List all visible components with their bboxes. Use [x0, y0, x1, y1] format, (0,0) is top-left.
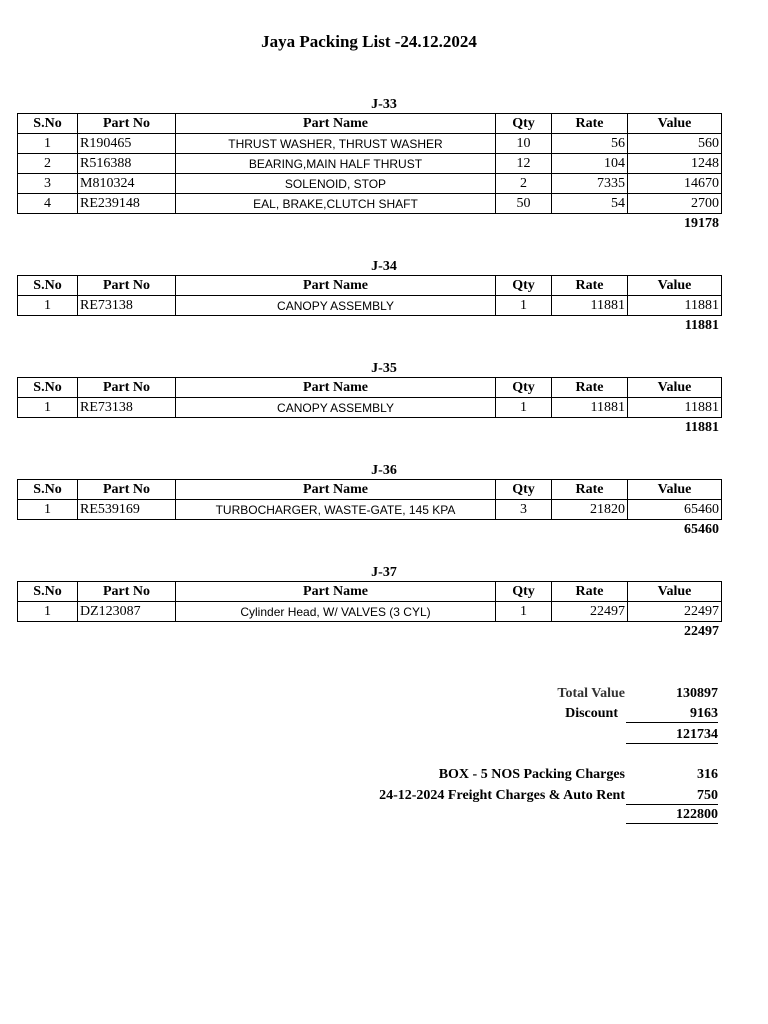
column-header-part-no: Part No — [78, 480, 176, 500]
table-row — [18, 194, 722, 214]
table-row — [18, 398, 722, 418]
column-header-sno: S.No — [18, 378, 78, 398]
table-row — [18, 296, 722, 316]
column-header-rate: Rate — [552, 276, 628, 296]
column-header-part-no: Part No — [78, 378, 176, 398]
column-header-part-no: Part No — [78, 114, 176, 134]
cell-rate: 11881 — [552, 296, 628, 316]
cell-sno: 2 — [18, 154, 78, 174]
cell-qty: 10 — [496, 134, 552, 154]
cell-sno: 1 — [18, 134, 78, 154]
cell-sno: 1 — [18, 296, 78, 316]
column-header-part-no: Part No — [78, 276, 176, 296]
column-header-qty: Qty — [496, 582, 552, 602]
parts-table — [17, 275, 722, 316]
column-header-rate: Rate — [552, 114, 628, 134]
cell-rate: 56 — [552, 134, 628, 154]
cell-qty: 1 — [496, 398, 552, 418]
cell-sno: 1 — [18, 398, 78, 418]
parts-table — [17, 581, 722, 622]
cell-qty: 50 — [496, 194, 552, 214]
cell-value: 2700 — [628, 194, 722, 214]
section-j-34 — [17, 258, 721, 336]
section-j-36 — [17, 462, 721, 540]
cell-rate: 22497 — [552, 602, 628, 622]
cell-part-name: TURBOCHARGER, WASTE-GATE, 145 KPA — [176, 500, 496, 520]
cell-rate: 7335 — [552, 174, 628, 194]
cell-value: 14670 — [628, 174, 722, 194]
grand-total-value: 122800 — [626, 807, 718, 824]
after-discount-value: 121734 — [626, 727, 718, 744]
column-header-part-name: Part Name — [176, 114, 496, 134]
column-header-qty: Qty — [496, 114, 552, 134]
cell-rate: 11881 — [552, 398, 628, 418]
column-header-value: Value — [628, 276, 722, 296]
section-total: 22497 — [684, 624, 719, 639]
cell-value: 22497 — [628, 602, 722, 622]
total-value: 130897 — [676, 686, 718, 701]
column-header-rate: Rate — [552, 378, 628, 398]
table-header-row — [18, 114, 722, 134]
column-header-rate: Rate — [552, 582, 628, 602]
cell-sno: 1 — [18, 602, 78, 622]
cell-qty: 2 — [496, 174, 552, 194]
section-total: 65460 — [684, 522, 719, 537]
cell-part-no: DZ123087 — [78, 602, 176, 622]
discount-value: 9163 — [626, 706, 718, 723]
column-header-part-name: Part Name — [176, 480, 496, 500]
table-header-row — [18, 582, 722, 602]
column-header-part-name: Part Name — [176, 276, 496, 296]
parts-table — [17, 113, 722, 214]
cell-sno: 4 — [18, 194, 78, 214]
cell-part-no: M810324 — [78, 174, 176, 194]
table-header-row — [18, 480, 722, 500]
column-header-sno: S.No — [18, 276, 78, 296]
section-title: J-35 — [371, 361, 397, 376]
column-header-part-name: Part Name — [176, 582, 496, 602]
freight-charges-value: 750 — [626, 788, 718, 805]
section-title: J-36 — [371, 463, 397, 478]
column-header-rate: Rate — [552, 480, 628, 500]
column-header-part-no: Part No — [78, 582, 176, 602]
table-header-row — [18, 276, 722, 296]
column-header-sno: S.No — [18, 582, 78, 602]
section-total: 11881 — [684, 318, 719, 333]
cell-part-name: BEARING,MAIN HALF THRUST — [176, 154, 496, 174]
table-header-row — [18, 378, 722, 398]
column-header-sno: S.No — [18, 480, 78, 500]
cell-qty: 12 — [496, 154, 552, 174]
cell-qty: 1 — [496, 296, 552, 316]
section-title: J-37 — [371, 565, 397, 580]
cell-part-no: RE239148 — [78, 194, 176, 214]
cell-part-no: R190465 — [78, 134, 176, 154]
section-total: 11881 — [684, 420, 719, 435]
column-header-qty: Qty — [496, 480, 552, 500]
column-header-qty: Qty — [496, 276, 552, 296]
cell-qty: 3 — [496, 500, 552, 520]
cell-value: 11881 — [628, 398, 722, 418]
discount-label: Discount — [565, 706, 618, 721]
parts-table — [17, 479, 722, 520]
table-row — [18, 154, 722, 174]
table-row — [18, 134, 722, 154]
cell-part-no: RE73138 — [78, 296, 176, 316]
cell-sno: 1 — [18, 500, 78, 520]
document-title: Jaya Packing List -24.12.2024 — [261, 32, 477, 51]
cell-rate: 21820 — [552, 500, 628, 520]
packing-charges-label: BOX - 5 NOS Packing Charges — [438, 767, 625, 782]
cell-part-name: CANOPY ASSEMBLY — [176, 296, 496, 316]
cell-value: 11881 — [628, 296, 722, 316]
cell-part-name: Cylinder Head, W/ VALVES (3 CYL) — [176, 602, 496, 622]
freight-charges-label: 24-12-2024 Freight Charges & Auto Rent — [379, 788, 625, 803]
cell-value: 1248 — [628, 154, 722, 174]
column-header-value: Value — [628, 582, 722, 602]
packing-charges-value: 316 — [697, 767, 718, 782]
column-header-part-name: Part Name — [176, 378, 496, 398]
column-header-value: Value — [628, 480, 722, 500]
parts-table — [17, 377, 722, 418]
column-header-value: Value — [628, 114, 722, 134]
column-header-sno: S.No — [18, 114, 78, 134]
cell-qty: 1 — [496, 602, 552, 622]
table-row — [18, 174, 722, 194]
cell-part-no: R516388 — [78, 154, 176, 174]
cell-part-name: THRUST WASHER, THRUST WASHER — [176, 134, 496, 154]
cell-value: 560 — [628, 134, 722, 154]
section-j-37 — [17, 564, 721, 642]
cell-part-name: CANOPY ASSEMBLY — [176, 398, 496, 418]
column-header-qty: Qty — [496, 378, 552, 398]
section-j-33 — [17, 96, 721, 234]
cell-part-name: SOLENOID, STOP — [176, 174, 496, 194]
cell-rate: 54 — [552, 194, 628, 214]
cell-part-name: EAL, BRAKE,CLUTCH SHAFT — [176, 194, 496, 214]
total-value-label: Total Value — [557, 686, 625, 701]
cell-value: 65460 — [628, 500, 722, 520]
section-j-35 — [17, 360, 721, 438]
table-row — [18, 500, 722, 520]
cell-sno: 3 — [18, 174, 78, 194]
section-title: J-34 — [371, 259, 397, 274]
column-header-value: Value — [628, 378, 722, 398]
table-row — [18, 602, 722, 622]
cell-part-no: RE539169 — [78, 500, 176, 520]
section-total: 19178 — [684, 216, 719, 231]
cell-part-no: RE73138 — [78, 398, 176, 418]
section-title: J-33 — [371, 97, 397, 112]
cell-rate: 104 — [552, 154, 628, 174]
